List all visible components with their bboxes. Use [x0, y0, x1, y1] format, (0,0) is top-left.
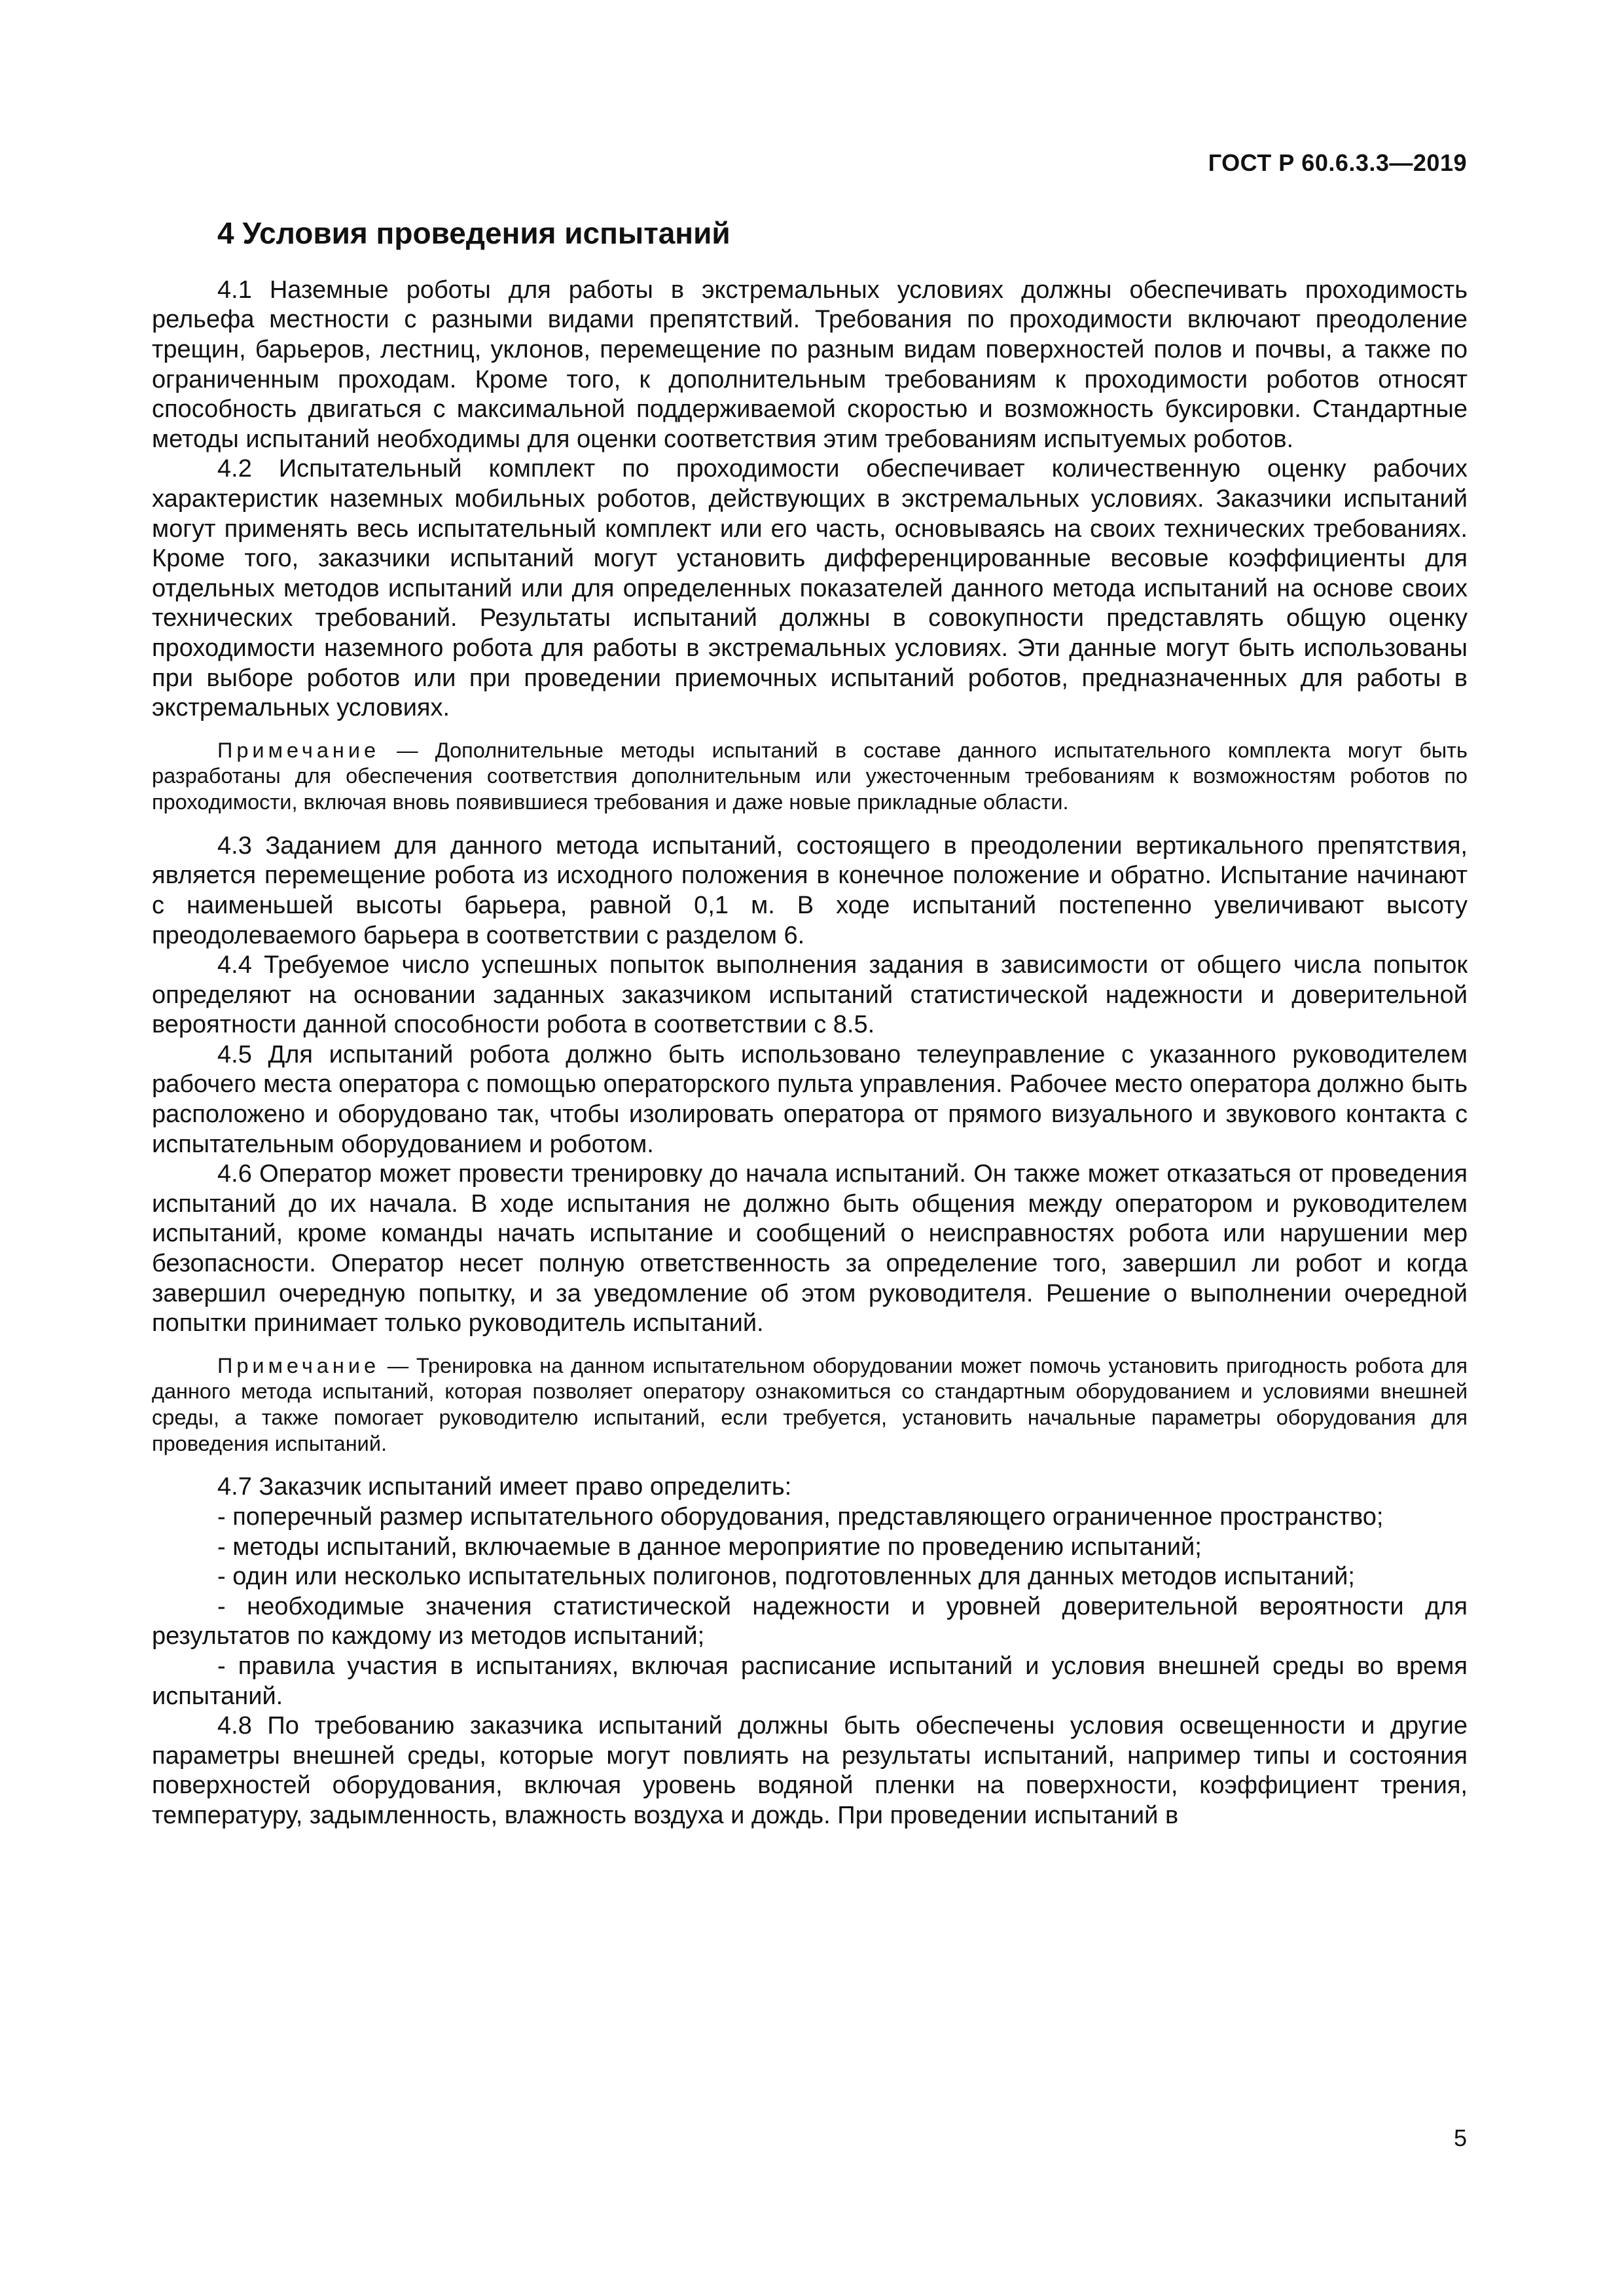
paragraph-4-3: 4.3 Заданием для данного метода испытаний, состоящего в преодолении вертикального препятствия, является перемещение робота из исходного положения в конечное положение и обратно. Испытание начинают с наименьшей высоты барьера, равной 0,1 м. В ходе испытаний постепенно увеличивают высоту преодолеваемого барьера в соответствии с разделом 6.	[152, 831, 1468, 949]
document-code: ГОСТ Р 60.6.3.3—2019	[1208, 149, 1467, 176]
paragraph-4-8: 4.8 По требованию заказчика испытаний должны быть обеспечены условия освещенности и другие параметры внешней среды, которые могут повлиять на результаты испытаний, например типы и состояния поверхностей оборудования, включая уровень водяной пленки на поверхности, коэффициент трения, температуру, задымленность, влажность воздуха и дождь. При проведении испытаний в	[152, 1712, 1468, 1829]
note-1-text: — Дополнительные методы испытаний в составе данного испытательного комплекта могут быть разработаны для обеспечения соответствия дополнительным или ужесточенным требованиям к возможностям роботов по проходимости, включая вновь появившиеся требования и даже новые прикладные области.	[152, 738, 1468, 814]
page-content	[152, 216, 1468, 1831]
list-item: - необходимые значения статистической надежности и уровней доверительной вероятности для результатов по каждому из методов испытаний;	[152, 1592, 1468, 1650]
paragraph-4-7: 4.7 Заказчик испытаний имеет право определить:	[217, 1473, 792, 1501]
page-number: 5	[1453, 2124, 1467, 2151]
list-item: - поперечный размер испытательного оборудования, представляющего ограниченное пространство;	[217, 1503, 1384, 1531]
paragraph-4-6: 4.6 Оператор может провести тренировку до начала испытаний. Он также может отказаться от проведения испытаний до их начала. В ходе испытания не должно быть общения между оператором и руководителем испытаний, кроме команды начать испытание и сообщений о неисправностях робота или нарушении мер безопасности. Оператор несет полную ответственность за определение того, завершил ли робот и когда завершил очередную попытку, и за уведомление об этом руководителя. Решение о выполнении очередной попытки принимает только руководитель испытаний.	[152, 1160, 1468, 1338]
paragraph-4-1: 4.1 Наземные роботы для работы в экстремальных условиях должны обеспечивать проходимость рельефа местности с разными видами препятствий. Требования по проходимости включают преодоление трещин, барьеров, лестниц, уклонов, перемещение по разным видам поверхностей полов и почвы, а также по ограниченным проходам. Кроме того, к дополнительным требованиям к проходимости роботов относят способность двигаться с максимальной поддерживаемой скоростью и возможность буксировки. Стандартные методы испытаний необходимы для оценки соответствия этим требованиям испытуемых роботов.	[152, 276, 1468, 453]
note-2	[152, 1353, 1468, 1457]
paragraph-4-5: 4.5 Для испытаний робота должно быть использовано телеуправление с указанного руководителем рабочего места оператора с помощью операторского пульта управления. Рабочее место оператора должно быть расположено и оборудовано так, чтобы изолировать оператора от прямого визуального и звукового контакта с испытательным оборудованием и роботом.	[152, 1040, 1468, 1158]
list-item: - правила участия в испытаниях, включая расписание испытаний и условия внешней среды во время испытаний.	[152, 1652, 1468, 1710]
note-2-label: Примечание	[217, 1353, 380, 1377]
note-2-text: — Тренировка на данном испытательном оборудовании может помочь установить пригодность робота для данного метода испытаний, которая позволяет оператору ознакомиться со стандартным оборудованием и условиями внешней среды, а также помогает руководителю испытаний, если требуется, установить начальные параметры оборудования для проведения испытаний.	[152, 1353, 1468, 1455]
section-title: 4 Условия проведения испытаний	[217, 216, 731, 250]
paragraph-4-2: 4.2 Испытательный комплект по проходимости обеспечивает количественную оценку рабочих характеристик наземных мобильных роботов, действующих в экстремальных условиях. Заказчики испытаний могут применять весь испытательный комплект или его часть, основываясь на своих технических требованиях. Кроме того, заказчики испытаний могут установить дифференцированные весовые коэффициенты для отдельных методов испытаний или для определенных показателей данного метода испытаний на основе своих технических требований. Результаты испытаний должны в совокупности представлять общую оценку проходимости наземного робота для работы в экстремальных условиях. Эти данные могут быть использованы при выборе роботов или при проведении приемочных испытаний роботов, предназначенных для работы в экстремальных условиях.	[152, 455, 1468, 722]
paragraph-4-4: 4.4 Требуемое число успешных попыток выполнения задания в зависимости от общего числа попыток определяют на основании заданных заказчиком испытаний статистической надежности и доверительной вероятности данной способности робота в соответствии с 8.5.	[152, 951, 1468, 1039]
note-1	[152, 738, 1468, 816]
note-1-label: Примечание	[217, 738, 380, 762]
list-item: - методы испытаний, включаемые в данное мероприятие по проведению испытаний;	[217, 1533, 1202, 1561]
list-item: - один или несколько испытательных полигонов, подготовленных для данных методов испытаний;	[217, 1563, 1355, 1591]
